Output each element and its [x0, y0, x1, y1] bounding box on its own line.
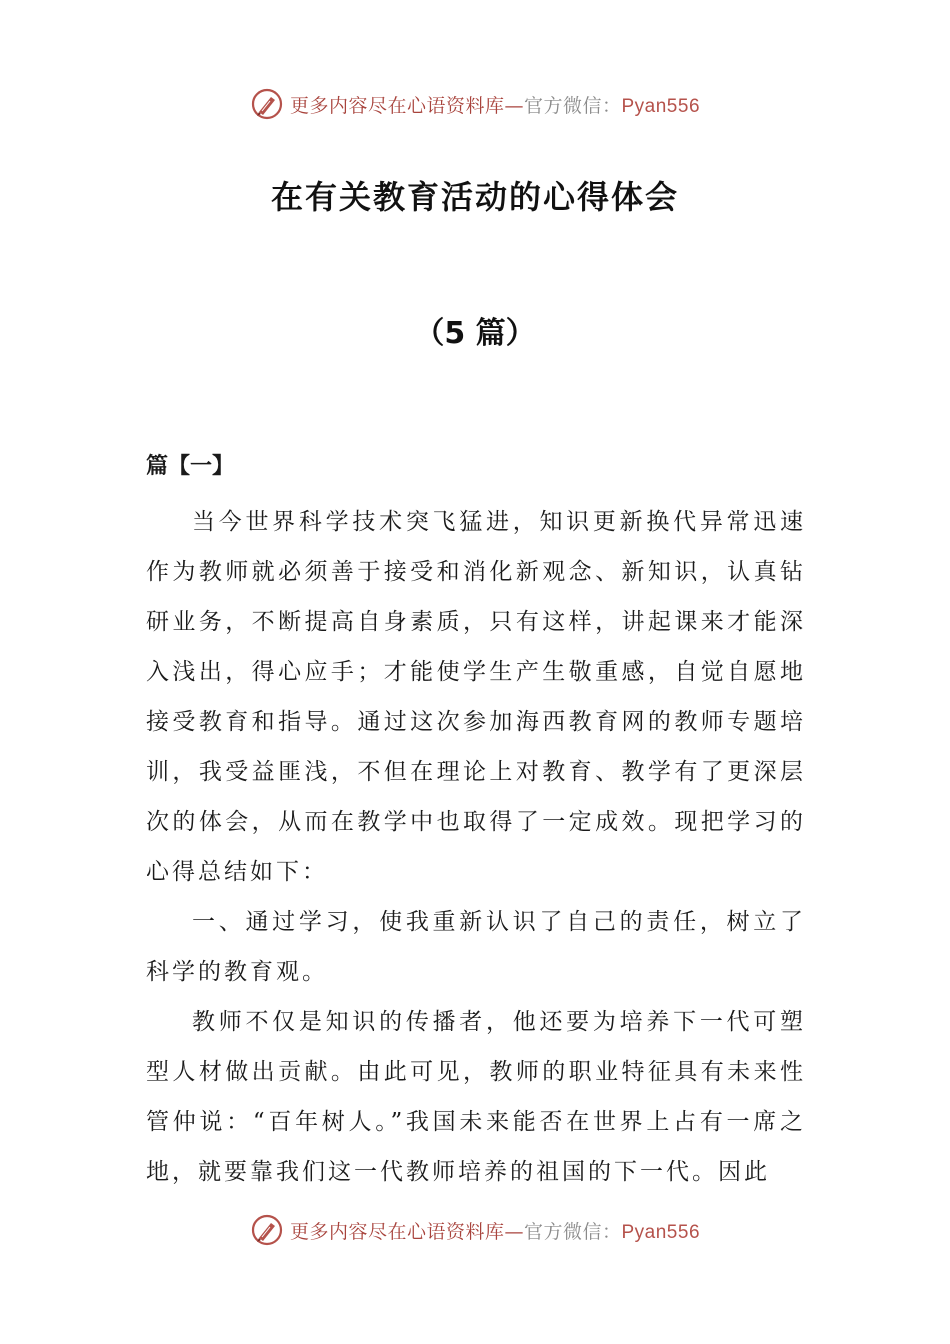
pen-logo-icon: [250, 1213, 284, 1247]
header-banner: [0, 84, 950, 124]
banner-text: [290, 1217, 700, 1244]
banner-text: [290, 91, 700, 118]
pen-logo-icon: [250, 87, 284, 121]
paragraph: 当今世界科学技术突飞猛进，知识更新换代异常迅速作为教师就必须善于接受和消化新观念、新知识，认真钻研业务，不断提高自身素质，只有这样，讲起课来才能深入浅出，得心应手；才能使学生产生敬重感，自觉自愿地接受教育和指导。通过这次参加海西教育网的教师专题培训，我受益匪浅，不但在理论上对教育、教学有了更深层次的体会，从而在教学中也取得了一定成效。现把学习的心得总结如下：: [146, 509, 806, 885]
banner-official-label: 官方微信：: [523, 94, 622, 117]
banner-wechat-handle: Pyan556: [621, 95, 701, 117]
banner-brand-text: 更多内容尽在心语资料库: [289, 94, 505, 117]
banner-dash: —: [504, 1220, 524, 1243]
paragraph: 一、通过学习，使我重新认识了自己的责任，树立了科学的教育观。: [146, 909, 806, 985]
footer-banner: [0, 1210, 950, 1250]
document-title: 在有关教育活动的心得体会: [270, 178, 679, 216]
paragraph: 教师不仅是知识的传播者，他还要为培养下一代可塑型人材做出贡献。由此可见，教师的职业特征具有未来性管仲说：“百年树人。”我国未来能否在世界上占有一席之地，就要靠我们这一代教师培养的祖国的下一代。因此: [146, 1009, 806, 1185]
banner-official-label: 官方微信：: [523, 1220, 622, 1243]
document-subtitle: （5 篇）: [414, 316, 536, 351]
section-heading: 篇【一】: [146, 453, 235, 479]
banner-dash: —: [504, 94, 524, 117]
banner-wechat-handle: Pyan556: [621, 1221, 701, 1243]
document-body: [146, 497, 806, 1197]
banner-brand-text: 更多内容尽在心语资料库: [289, 1220, 505, 1243]
